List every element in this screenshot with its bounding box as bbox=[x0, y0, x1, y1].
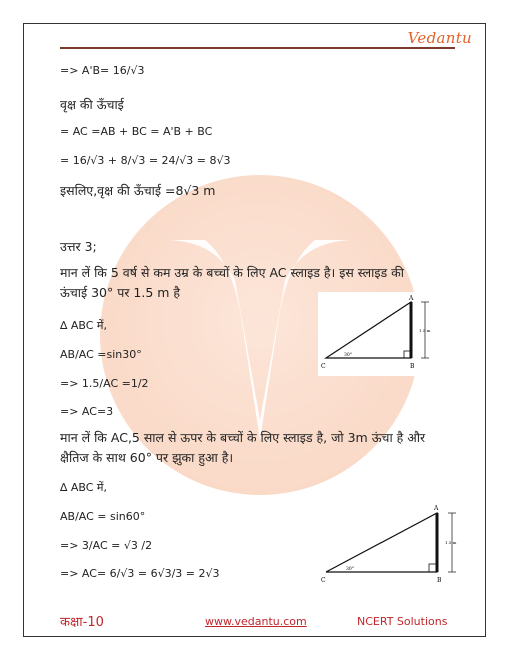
angle-label: 30° bbox=[346, 567, 354, 572]
class-label: कक्षा-10 bbox=[60, 615, 104, 630]
text-line: => 1.5/AC =1/2 bbox=[60, 377, 149, 390]
text-line: AB/AC =sin30° bbox=[60, 348, 142, 361]
text-line: => 3/AC = √3 /2 bbox=[60, 539, 153, 552]
answer-heading: उत्तर 3; bbox=[60, 239, 97, 254]
text-line: इसलिए,वृक्ष की ऊँचाई =8√3 m bbox=[60, 183, 216, 198]
height-label: 1.5 m bbox=[445, 540, 457, 545]
triangle-figure-2 bbox=[318, 500, 463, 588]
text-line: = 16/√3 + 8/√3 = 24/√3 = 8√3 bbox=[60, 154, 231, 167]
vertex-c-label: C bbox=[321, 363, 326, 370]
text-line: मान लें कि 5 वर्ष से कम उम्र के बच्चों के लिए AC स्लाइड है। इस स्लाइड की bbox=[60, 265, 404, 280]
vertex-a-label: A bbox=[409, 295, 414, 302]
text-line: => AC=3 bbox=[60, 405, 114, 418]
ncert-solutions-label: NCERT Solutions bbox=[357, 615, 448, 628]
angle-label: 30° bbox=[344, 353, 352, 358]
vertex-a-label: A bbox=[434, 505, 439, 512]
text-line: मान लें कि AC,5 साल से ऊपर के बच्चों के लिए स्लाइड है, जो 3m ऊंचा है और bbox=[60, 430, 426, 445]
vertex-b-label: B bbox=[410, 363, 415, 370]
text-line: = AC =AB + BC = A'B + BC bbox=[60, 125, 213, 138]
height-label: 1.5 m bbox=[419, 328, 431, 333]
vedantu-logo: Vedantu bbox=[407, 29, 472, 47]
text-line: वृक्ष की ऊँचाई bbox=[60, 97, 124, 112]
text-line: AB/AC = sin60° bbox=[60, 510, 146, 523]
website-link[interactable]: www.vedantu.com bbox=[205, 615, 307, 628]
text-line: ∆ ABC में, bbox=[60, 481, 107, 494]
text-line: => AC= 6/√3 = 6√3/3 = 2√3 bbox=[60, 567, 220, 580]
text-line: क्षैतिज के साथ 60° पर झुका हुआ है। bbox=[60, 450, 234, 465]
text-line: => A'B= 16/√3 bbox=[60, 64, 145, 77]
header-rule bbox=[60, 47, 455, 49]
vertex-c-label: C bbox=[321, 577, 326, 584]
text-line: ऊंचाई 30° पर 1.5 m है bbox=[60, 285, 181, 300]
vertex-b-label: B bbox=[437, 577, 442, 584]
text-line: ∆ ABC में, bbox=[60, 319, 107, 332]
triangle-figure-1 bbox=[318, 292, 440, 376]
